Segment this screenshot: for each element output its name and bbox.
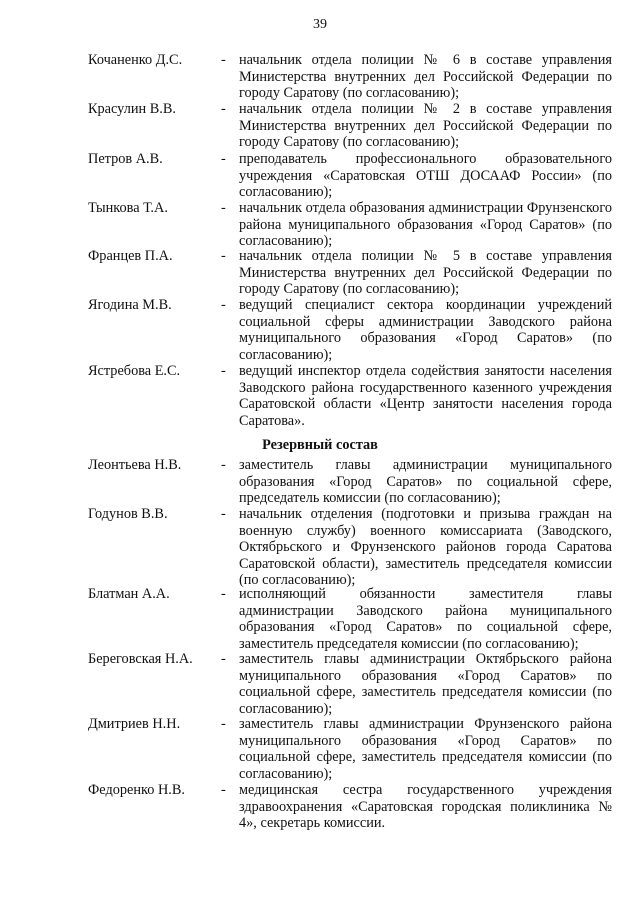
- member-name: Тынкова Т.А.: [88, 200, 168, 216]
- dash-separator: -: [221, 248, 226, 264]
- member-name: Францев П.А.: [88, 248, 173, 264]
- dash-separator: -: [221, 52, 226, 68]
- member-description: заместитель главы администрации муниципального образования «Город Саратов» по социальной сфере, председатель комиссии (по согласованию);: [239, 457, 612, 507]
- member-description: исполняющий обязанности заместителя главы администрации Заводского района муниципального образования «Город Саратов» по социальной сфере, заместитель председателя комиссии (по согласованию);: [239, 586, 612, 652]
- member-description: начальник отдела образования администрации Фрунзенского района муниципального образования «Город Саратов» (по согласованию);: [239, 200, 612, 250]
- member-entry: [0, 586, 640, 652]
- dash-separator: -: [221, 651, 226, 667]
- member-description: начальник отдела полиции № 2 в составе управления Министерства внутренних дел Российской Федерации по городу Саратову (по согласованию);: [239, 101, 612, 151]
- dash-separator: -: [221, 363, 226, 379]
- member-description: заместитель главы администрации Октябрьского района муниципального образования «Город Саратов» по социальной сфере, заместитель председателя комиссии (по согласованию);: [239, 651, 612, 717]
- dash-separator: -: [221, 200, 226, 216]
- member-name: Петров А.В.: [88, 151, 163, 167]
- member-entry: [0, 151, 640, 201]
- member-name: Ягодина М.В.: [88, 297, 172, 313]
- dash-separator: -: [221, 506, 226, 522]
- member-description: начальник отдела полиции № 5 в составе управления Министерства внутренних дел Российской Федерации по городу Саратову (по согласованию);: [239, 248, 612, 298]
- member-description: начальник отделения (подготовки и призыва граждан на военную службу) военного комиссариата (Заводского, Октябрьского и Фрунзенского районов города Саратова Саратовской области), заместитель председателя комиссии (по согласованию);: [239, 506, 612, 589]
- member-entry: [0, 297, 640, 363]
- member-description: ведущий специалист сектора координации учреждений социальной сферы администрации Заводского района муниципального образования «Город Саратов» (по согласованию);: [239, 297, 612, 363]
- member-description: преподаватель профессионального образовательного учреждения «Саратовская ОТШ ДОСААФ России» (по согласованию);: [239, 151, 612, 201]
- member-name: Береговская Н.А.: [88, 651, 193, 667]
- member-name: Годунов В.В.: [88, 506, 168, 522]
- member-name: Федоренко Н.В.: [88, 782, 185, 798]
- member-entry: [0, 782, 640, 832]
- dash-separator: -: [221, 457, 226, 473]
- member-entry: [0, 248, 640, 298]
- member-name: Дмитриев Н.Н.: [88, 716, 181, 732]
- member-description: ведущий инспектор отдела содействия занятости населения Заводского района государственного казенного учреждения Саратовской области «Центр занятости населения города Саратова».: [239, 363, 612, 429]
- member-name: Леонтьева Н.В.: [88, 457, 182, 473]
- member-description: медицинская сестра государственного учреждения здравоохранения «Саратовская городская поликлиника № 4», секретарь комиссии.: [239, 782, 612, 832]
- member-name: Кочаненко Д.С.: [88, 52, 183, 68]
- member-entry: [0, 506, 640, 589]
- member-description: заместитель главы администрации Фрунзенского района муниципального образования «Город Саратов» по социальной сфере, заместитель председателя комиссии (по согласованию);: [239, 716, 612, 782]
- member-entry: [0, 52, 640, 102]
- page-number: 39: [313, 17, 327, 32]
- member-name: Красулин В.В.: [88, 101, 176, 117]
- member-entry: [0, 363, 640, 429]
- member-entry: [0, 716, 640, 782]
- dash-separator: -: [221, 151, 226, 167]
- member-name: Блатман А.А.: [88, 586, 170, 602]
- member-entry: [0, 651, 640, 717]
- member-description: начальник отдела полиции № 6 в составе управления Министерства внутренних дел Российской Федерации по городу Саратову (по согласованию);: [239, 52, 612, 102]
- dash-separator: -: [221, 586, 226, 602]
- dash-separator: -: [221, 101, 226, 117]
- dash-separator: -: [221, 297, 226, 313]
- dash-separator: -: [221, 716, 226, 732]
- dash-separator: -: [221, 782, 226, 798]
- member-name: Ястребова Е.С.: [88, 363, 181, 379]
- member-entry: [0, 457, 640, 507]
- member-entry: [0, 101, 640, 151]
- reserve-heading: Резервный состав: [262, 437, 378, 453]
- member-entry: [0, 200, 640, 250]
